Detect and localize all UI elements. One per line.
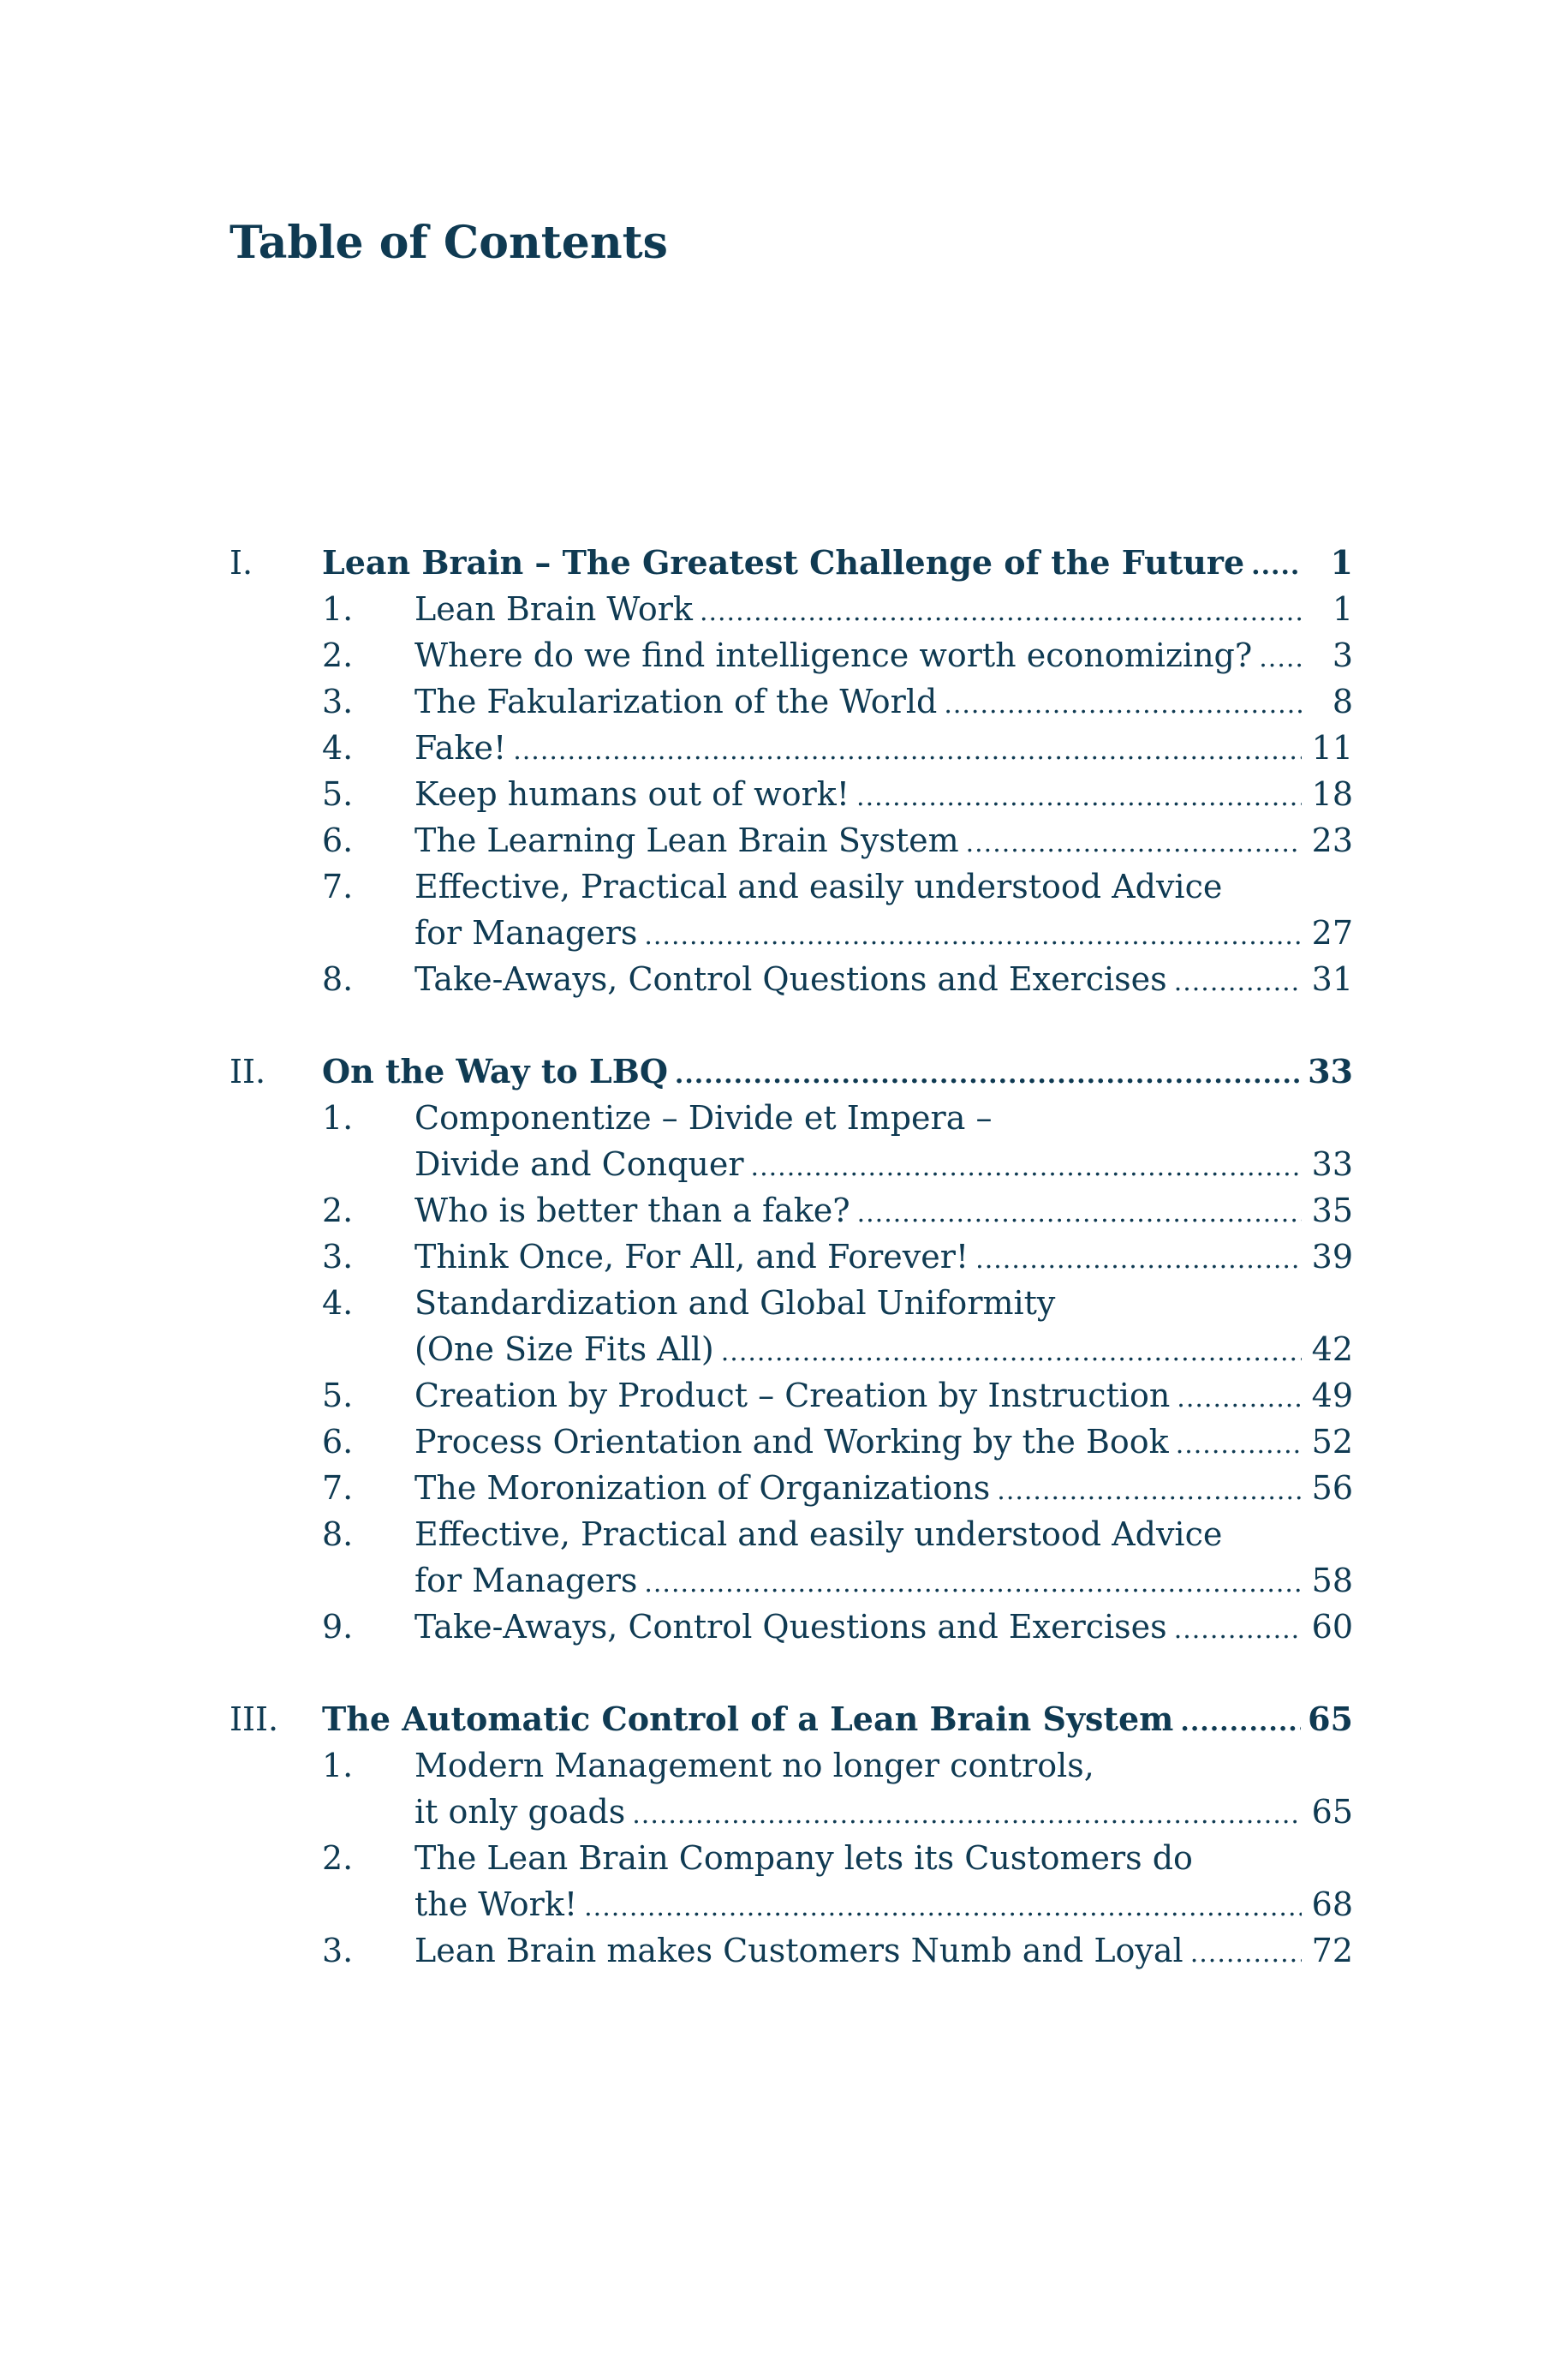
section-number: 2. bbox=[322, 1192, 354, 1229]
section-number: 7. bbox=[322, 1469, 354, 1507]
section-number: 8. bbox=[322, 960, 354, 998]
section-page-number: 60 bbox=[1311, 1608, 1353, 1646]
toc-section-entry[interactable] bbox=[230, 1419, 1353, 1465]
dot-leader bbox=[584, 1885, 1302, 1931]
dot-leader bbox=[1176, 1422, 1302, 1468]
dot-leader bbox=[1174, 1607, 1302, 1653]
chapter-page-number: 1 bbox=[1330, 543, 1353, 582]
toc-section-line bbox=[230, 1372, 1353, 1419]
section-title: Take-Aways, Control Questions and Exercises bbox=[414, 1608, 1167, 1646]
section-number: 1. bbox=[322, 590, 354, 628]
section-page-number: 58 bbox=[1311, 1562, 1353, 1599]
section-number: 2. bbox=[322, 636, 354, 674]
toc-section-entry[interactable] bbox=[230, 1742, 1353, 1835]
toc-section-line bbox=[230, 1835, 1353, 1881]
toc-section-entry[interactable] bbox=[230, 1187, 1353, 1234]
dot-leader bbox=[644, 913, 1302, 959]
toc-section-line bbox=[230, 1511, 1353, 1557]
toc-section-line bbox=[230, 956, 1353, 1002]
section-title: Componentize – Divide et Impera – bbox=[414, 1099, 993, 1137]
dot-leader bbox=[1259, 636, 1302, 682]
section-page-number: 39 bbox=[1311, 1238, 1353, 1276]
toc-section-line bbox=[230, 1742, 1353, 1789]
dot-leader bbox=[997, 1468, 1302, 1515]
toc-chapter bbox=[230, 1049, 1353, 1650]
section-page-number: 33 bbox=[1311, 1145, 1353, 1183]
dot-leader bbox=[513, 728, 1302, 774]
section-title: Process Orientation and Working by the Book bbox=[414, 1423, 1169, 1461]
toc-section-entry[interactable] bbox=[230, 771, 1353, 817]
section-number: 2. bbox=[322, 1839, 354, 1877]
section-number: 7. bbox=[322, 868, 354, 905]
table-of-contents bbox=[230, 540, 1353, 2020]
dot-leader bbox=[721, 1329, 1302, 1376]
section-title: it only goads bbox=[414, 1793, 626, 1831]
section-title: The Learning Lean Brain System bbox=[414, 822, 959, 859]
section-title: (One Size Fits All) bbox=[414, 1330, 714, 1368]
dot-leader bbox=[700, 589, 1302, 636]
dot-leader bbox=[856, 774, 1302, 821]
section-title: Lean Brain Work bbox=[414, 590, 693, 628]
toc-section-line bbox=[230, 678, 1353, 725]
section-page-number: 11 bbox=[1311, 729, 1353, 767]
toc-section-line bbox=[230, 1234, 1353, 1280]
toc-section-entry[interactable] bbox=[230, 1372, 1353, 1419]
section-number: 9. bbox=[322, 1608, 354, 1646]
section-title: Who is better than a fake? bbox=[414, 1192, 850, 1229]
toc-section-entry[interactable] bbox=[230, 1927, 1353, 1974]
section-number: 3. bbox=[322, 1932, 354, 1969]
section-number: 6. bbox=[322, 1423, 354, 1461]
toc-section-entry[interactable] bbox=[230, 863, 1353, 956]
toc-section-entry[interactable] bbox=[230, 1095, 1353, 1187]
chapter-title: The Automatic Control of a Lean Brain System bbox=[322, 1700, 1174, 1738]
dot-leader bbox=[1180, 1700, 1301, 1746]
section-page-number: 3 bbox=[1332, 636, 1353, 674]
toc-section-entry[interactable] bbox=[230, 1280, 1353, 1372]
toc-chapter bbox=[230, 540, 1353, 1002]
section-page-number: 68 bbox=[1311, 1885, 1353, 1923]
section-number: 4. bbox=[322, 1284, 354, 1322]
dot-leader bbox=[1177, 1376, 1302, 1422]
section-page-number: 49 bbox=[1311, 1377, 1353, 1414]
toc-section-line bbox=[230, 1187, 1353, 1234]
section-page-number: 72 bbox=[1311, 1932, 1353, 1969]
toc-section-entry[interactable] bbox=[230, 1835, 1353, 1927]
section-number: 1. bbox=[322, 1747, 354, 1784]
section-title: for Managers bbox=[414, 914, 638, 952]
chapter-page-number: 33 bbox=[1308, 1052, 1353, 1090]
section-title: The Fakularization of the World bbox=[414, 683, 938, 720]
toc-section-entry[interactable] bbox=[230, 956, 1353, 1002]
chapter-page-number: 65 bbox=[1308, 1700, 1353, 1738]
section-title: for Managers bbox=[414, 1562, 638, 1599]
section-page-number: 18 bbox=[1311, 775, 1353, 813]
toc-section-entry[interactable] bbox=[230, 586, 1353, 632]
toc-section-line bbox=[230, 771, 1353, 817]
section-title: Divide and Conquer bbox=[414, 1145, 744, 1183]
section-page-number: 42 bbox=[1311, 1330, 1353, 1368]
section-number: 3. bbox=[322, 683, 354, 720]
toc-section-line bbox=[230, 1604, 1353, 1650]
dot-leader bbox=[1190, 1931, 1302, 1977]
toc-section-line bbox=[230, 910, 1353, 956]
dot-leader bbox=[944, 682, 1302, 728]
toc-section-line bbox=[230, 1557, 1353, 1604]
toc-section-line bbox=[230, 632, 1353, 678]
section-page-number: 23 bbox=[1311, 822, 1353, 859]
toc-chapter-heading[interactable] bbox=[230, 540, 1353, 586]
dot-leader bbox=[632, 1792, 1302, 1838]
section-title: The Moronization of Organizations bbox=[414, 1469, 991, 1507]
dot-leader bbox=[975, 1237, 1302, 1283]
toc-section-line bbox=[230, 1927, 1353, 1974]
toc-section-line bbox=[230, 1095, 1353, 1141]
toc-section-line bbox=[230, 1789, 1353, 1835]
dot-leader bbox=[675, 1052, 1301, 1098]
chapter-number: III. bbox=[230, 1700, 279, 1738]
toc-chapter-heading[interactable] bbox=[230, 1049, 1353, 1095]
toc-section-line bbox=[230, 863, 1353, 910]
toc-chapter-heading[interactable] bbox=[230, 1696, 1353, 1742]
section-title: Creation by Product – Creation by Instruction bbox=[414, 1377, 1171, 1414]
section-title: Fake! bbox=[414, 729, 507, 767]
section-title: Take-Aways, Control Questions and Exercises bbox=[414, 960, 1167, 998]
section-title: Standardization and Global Uniformity bbox=[414, 1284, 1056, 1322]
section-number: 8. bbox=[322, 1515, 354, 1553]
toc-section-line bbox=[230, 1141, 1353, 1187]
toc-section-line bbox=[230, 1326, 1353, 1372]
section-page-number: 35 bbox=[1311, 1192, 1353, 1229]
dot-leader bbox=[644, 1561, 1302, 1607]
section-page-number: 1 bbox=[1332, 590, 1353, 628]
section-title: Modern Management no longer controls, bbox=[414, 1747, 1094, 1784]
chapter-number: II. bbox=[230, 1053, 266, 1090]
toc-chapter bbox=[230, 1696, 1353, 1974]
section-title: The Lean Brain Company lets its Customers do bbox=[414, 1839, 1193, 1877]
section-title: Effective, Practical and easily understood Advice bbox=[414, 868, 1223, 905]
section-title: Think Once, For All, and Forever! bbox=[414, 1238, 969, 1276]
section-number: 5. bbox=[322, 1377, 354, 1414]
toc-section-line bbox=[230, 1465, 1353, 1511]
chapter-title: Lean Brain – The Greatest Challenge of the Future bbox=[322, 543, 1245, 582]
section-number: 3. bbox=[322, 1238, 354, 1276]
chapter-number: I. bbox=[230, 544, 253, 582]
toc-section-line bbox=[230, 1419, 1353, 1465]
toc-section-entry[interactable] bbox=[230, 817, 1353, 863]
dot-leader bbox=[1174, 959, 1302, 1006]
section-page-number: 8 bbox=[1332, 683, 1353, 720]
toc-section-entry[interactable] bbox=[230, 1465, 1353, 1511]
chapter-title: On the Way to LBQ bbox=[322, 1052, 668, 1090]
toc-section-entry[interactable] bbox=[230, 678, 1353, 725]
section-page-number: 56 bbox=[1311, 1469, 1353, 1507]
toc-section-entry[interactable] bbox=[230, 1604, 1353, 1650]
toc-section-line bbox=[230, 725, 1353, 771]
toc-section-line bbox=[230, 586, 1353, 632]
section-title: Where do we find intelligence worth economizing? bbox=[414, 636, 1253, 674]
toc-section-entry[interactable] bbox=[230, 1511, 1353, 1604]
section-number: 6. bbox=[322, 822, 354, 859]
page-title: Table of Contents bbox=[230, 217, 668, 269]
dot-leader bbox=[751, 1144, 1302, 1191]
dot-leader bbox=[1251, 543, 1302, 589]
section-page-number: 27 bbox=[1311, 914, 1353, 952]
toc-section-line bbox=[230, 1881, 1353, 1927]
section-title: Effective, Practical and easily understood Advice bbox=[414, 1515, 1223, 1553]
section-page-number: 52 bbox=[1311, 1423, 1353, 1461]
section-title: Lean Brain makes Customers Numb and Loyal bbox=[414, 1932, 1183, 1969]
toc-section-entry[interactable] bbox=[230, 632, 1353, 678]
toc-section-entry[interactable] bbox=[230, 1234, 1353, 1280]
dot-leader bbox=[857, 1191, 1302, 1237]
section-title: Keep humans out of work! bbox=[414, 775, 850, 813]
section-page-number: 31 bbox=[1311, 960, 1353, 998]
section-title: the Work! bbox=[414, 1885, 578, 1923]
section-page-number: 65 bbox=[1311, 1793, 1353, 1831]
section-number: 1. bbox=[322, 1099, 354, 1137]
toc-section-entry[interactable] bbox=[230, 725, 1353, 771]
toc-section-line bbox=[230, 1280, 1353, 1326]
section-number: 5. bbox=[322, 775, 354, 813]
toc-section-line bbox=[230, 817, 1353, 863]
section-number: 4. bbox=[322, 729, 354, 767]
dot-leader bbox=[966, 821, 1302, 867]
